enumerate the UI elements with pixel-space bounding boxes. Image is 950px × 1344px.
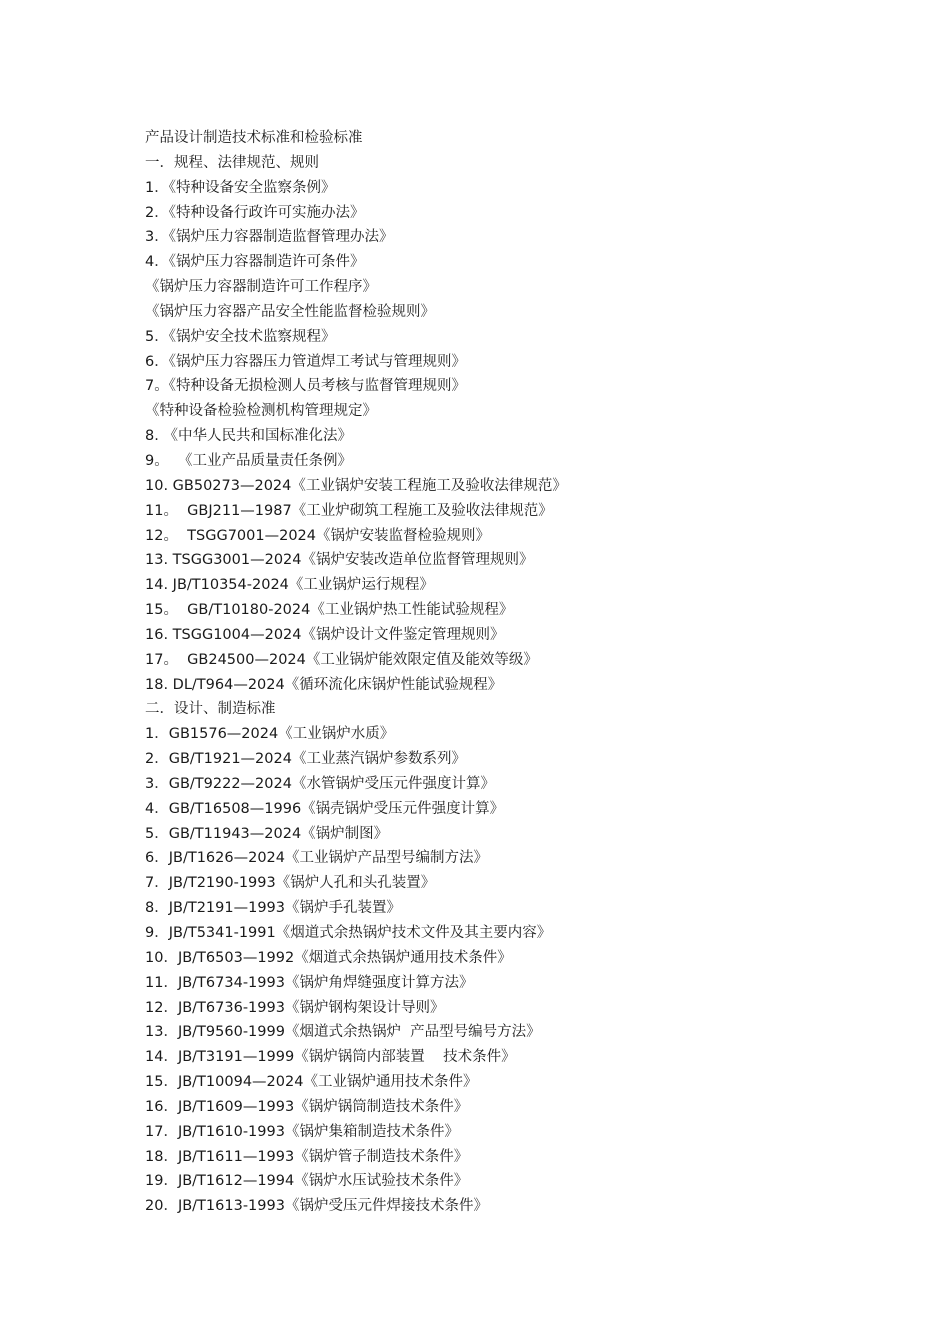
list-item: 8. 《中华人民共和国标准化法》 — [145, 428, 352, 445]
list-item: 《锅炉压力容器产品安全性能监督检验规则》 — [145, 303, 435, 320]
list-item: 1．GB1576—2024《工业锅炉水质》 — [145, 726, 395, 743]
list-item: 5．GB/T11943—2024《锅炉制图》 — [145, 825, 389, 842]
list-item: 4．《锅炉压力容器制造许可条件》 — [145, 254, 365, 271]
section1-heading: 一．规程、法律规范、规则 — [145, 154, 319, 171]
list-item: 11．JB/T6734-1993《锅炉角焊缝强度计算方法》 — [145, 974, 474, 991]
list-item: 1．《特种设备安全监察条例》 — [145, 179, 336, 196]
list-item: 12。 TSGG7001—2024《锅炉安装监督检验规则》 — [145, 527, 491, 544]
list-item: 7．JB/T2190-1993《锅炉人孔和头孔装置》 — [145, 875, 436, 892]
list-item: 5．《锅炉安全技术监察规程》 — [145, 328, 336, 345]
list-item: 《锅炉压力容器制造许可工作程序》 — [145, 279, 377, 296]
list-item: 9．JB/T5341-1991《烟道式余热锅炉技术文件及其主要内容》 — [145, 925, 552, 941]
list-item: 17．JB/T1610-1993《锅炉集箱制造技术条件》 — [145, 1123, 459, 1140]
list-item: 7。《特种设备无损检测人员考核与监督管理规则》 — [145, 378, 466, 395]
list-item: 14. JB/T10354-2024《工业锅炉运行规程》 — [145, 577, 434, 594]
list-item: 6．JB/T1626—2024《工业锅炉产品型号编制方法》 — [145, 850, 488, 867]
list-item: 16. TSGG1004—2024《锅炉设计文件鉴定管理规则》 — [145, 626, 505, 643]
list-item: 12．JB/T6736-1993《锅炉钢构架设计导则》 — [145, 999, 445, 1016]
list-item: 8．JB/T2191—1993《锅炉手孔装置》 — [145, 900, 401, 917]
list-item: 3．GB/T9222—2024《水管锅炉受压元件强度计算》 — [145, 775, 495, 792]
list-item: 13．JB/T9560-1999《烟道式余热锅炉 产品型号编号方法》 — [145, 1024, 541, 1041]
list-item: 14．JB/T3191—1999《锅炉锅筒内部装置 技术条件》 — [145, 1049, 516, 1066]
list-item: 15．JB/T10094—2024《工业锅炉通用技术条件》 — [145, 1074, 478, 1091]
list-item: 18．JB/T1611—1993《锅炉管子制造技术条件》 — [145, 1148, 469, 1165]
list-item: 20．JB/T1613-1993《锅炉受压元件焊接技术条件》 — [145, 1198, 488, 1215]
list-item: 10．JB/T6503—1992《烟道式余热锅炉通用技术条件》 — [145, 949, 512, 966]
list-item: 2．GB/T1921—2024《工业蒸汽锅炉参数系列》 — [145, 751, 466, 768]
list-item: 17。 GB24500—2024《工业锅炉能效限定值及能效等级》 — [145, 651, 538, 668]
section2-heading: 二．设计、制造标准 — [145, 701, 276, 718]
list-item: 10. GB50273—2024《工业锅炉安装工程施工及验收法律规范》 — [145, 477, 567, 494]
list-item: 11。 GBJ211—1987《工业炉砌筑工程施工及验收法律规范》 — [145, 502, 553, 519]
list-item: 6．《锅炉压力容器压力管道焊工考试与管理规则》 — [145, 353, 466, 370]
list-item: 19．JB/T1612—1994《锅炉水压试验技术条件》 — [145, 1173, 469, 1190]
list-item: 16．JB/T1609—1993《锅炉锅筒制造技术条件》 — [145, 1098, 469, 1115]
list-item: 4．GB/T16508—1996《锅壳锅炉受压元件强度计算》 — [145, 800, 505, 817]
list-item: 9。 《工业产品质量责任条例》 — [145, 452, 352, 469]
list-item: 2．《特种设备行政许可实施办法》 — [145, 204, 365, 221]
list-item: 《特种设备检验检测机构管理规定》 — [145, 403, 377, 420]
list-item: 18. DL/T964—2024《循环流化床锅炉性能试验规程》 — [145, 676, 503, 693]
document-content — [145, 126, 905, 1219]
list-item: 3．《锅炉压力容器制造监督管理办法》 — [145, 229, 394, 246]
list-item: 15。 GB/T10180-2024《工业锅炉热工性能试验规程》 — [145, 602, 514, 619]
list-item: 13. TSGG3001—2024《锅炉安装改造单位监督管理规则》 — [145, 552, 534, 569]
document-title: 产品设计制造技术标准和检验标准 — [145, 130, 363, 146]
